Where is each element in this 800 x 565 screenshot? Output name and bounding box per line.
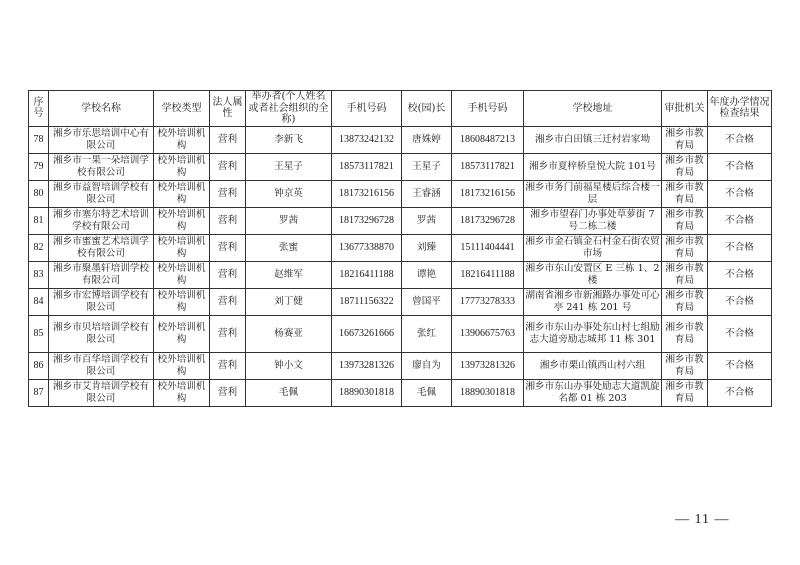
cell-principal: 廖自为 [402,352,452,379]
header-sponsor: 举办者(个人姓名或者社会组织的全称) [246,91,332,127]
header-inspection-result: 年度办学情况检查结果 [708,91,772,127]
cell-principal: 毛佩 [402,379,452,406]
cell-inspection-result: 不合格 [708,234,772,261]
cell-sponsor: 王星子 [246,153,332,180]
cell-sponsor: 李新飞 [246,126,332,153]
cell-school-type: 校外培训机构 [154,352,210,379]
header-principal-phone: 手机号码 [452,91,524,127]
cell-sponsor-phone: 18890301818 [332,379,402,406]
header-school-type: 学校类型 [154,91,210,127]
cell-school-type: 校外培训机构 [154,379,210,406]
cell-address: 湘乡市夏梓桥皇悦大院 101号 [524,153,662,180]
cell-school-type: 校外培训机构 [154,234,210,261]
cell-approval-authority: 湘乡市教育局 [662,207,708,234]
cell-sponsor-phone: 18173216156 [332,180,402,207]
cell-address: 湘乡市务门前福星楼后综合楼一层 [524,180,662,207]
cell-legal-attribute: 营利 [210,315,246,352]
school-inspection-table [28,90,772,407]
cell-index: 78 [29,126,49,153]
cell-principal-phone: 18608487213 [452,126,524,153]
cell-inspection-result: 不合格 [708,288,772,315]
cell-approval-authority: 湘乡市教育局 [662,352,708,379]
cell-inspection-result: 不合格 [708,379,772,406]
cell-index: 84 [29,288,49,315]
cell-sponsor: 杨赛亚 [246,315,332,352]
cell-sponsor: 钟小文 [246,352,332,379]
cell-principal-phone: 18890301818 [452,379,524,406]
cell-school-name: 湘乡市蜜蜜艺术培训学校有限公司 [49,234,154,261]
cell-sponsor-phone: 18216411188 [332,261,402,288]
cell-inspection-result: 不合格 [708,180,772,207]
cell-inspection-result: 不合格 [708,315,772,352]
cell-principal: 张红 [402,315,452,352]
cell-principal-phone: 18173216156 [452,180,524,207]
cell-school-type: 校外培训机构 [154,153,210,180]
table-row [29,261,772,288]
cell-principal: 谭艳 [402,261,452,288]
cell-school-name: 湘乡市艾肯培训学校有限公司 [49,379,154,406]
header-legal-attribute: 法人属性 [210,91,246,127]
cell-legal-attribute: 营利 [210,234,246,261]
cell-sponsor-phone: 13677338870 [332,234,402,261]
cell-school-name: 湘乡市贝培培训学校有限公司 [49,315,154,352]
cell-sponsor: 毛佩 [246,379,332,406]
table-row [29,180,772,207]
cell-legal-attribute: 营利 [210,126,246,153]
header-school-name: 学校名称 [49,91,154,127]
header-index: 序号 [29,91,49,127]
cell-address: 湘乡市东山办事处励志大道凯旋名都 01 栋 203 [524,379,662,406]
cell-approval-authority: 湘乡市教育局 [662,379,708,406]
cell-approval-authority: 湘乡市教育局 [662,261,708,288]
cell-legal-attribute: 营利 [210,153,246,180]
cell-legal-attribute: 营利 [210,207,246,234]
cell-sponsor: 赵维军 [246,261,332,288]
cell-index: 81 [29,207,49,234]
cell-sponsor: 钟京英 [246,180,332,207]
cell-sponsor: 罗茜 [246,207,332,234]
cell-principal-phone: 18216411188 [452,261,524,288]
table-body [29,126,772,406]
cell-sponsor-phone: 18711156322 [332,288,402,315]
cell-sponsor: 张蜜 [246,234,332,261]
cell-inspection-result: 不合格 [708,126,772,153]
cell-legal-attribute: 营利 [210,180,246,207]
cell-school-name: 湘乡市宏博培训学校有限公司 [49,288,154,315]
cell-school-name: 湘乡市百华培训学校有限公司 [49,352,154,379]
cell-address: 湘乡市白田镇三迁村岩家坳 [524,126,662,153]
cell-address: 湘乡市金石镇金石村金石街农贸市场 [524,234,662,261]
cell-address: 湘乡市望春门办事处草萝街 7 号二栋二楼 [524,207,662,234]
cell-school-name: 湘乡市一果一朵培训学校有限公司 [49,153,154,180]
cell-index: 85 [29,315,49,352]
table-row [29,153,772,180]
cell-legal-attribute: 营利 [210,352,246,379]
cell-school-type: 校外培训机构 [154,207,210,234]
cell-address: 湘乡市栗山镇西山村六组 [524,352,662,379]
cell-school-type: 校外培训机构 [154,261,210,288]
cell-principal-phone: 18173296728 [452,207,524,234]
cell-principal-phone: 18573117821 [452,153,524,180]
cell-sponsor-phone: 13873242132 [332,126,402,153]
cell-index: 87 [29,379,49,406]
cell-address: 湘乡市东山办事处东山村七组励志大道旁励志城邦 11 栋 301 [524,315,662,352]
cell-legal-attribute: 营利 [210,261,246,288]
header-sponsor-phone: 手机号码 [332,91,402,127]
cell-school-name: 湘乡市乐思培训中心有限公司 [49,126,154,153]
cell-school-type: 校外培训机构 [154,315,210,352]
cell-principal-phone: 13906675763 [452,315,524,352]
cell-index: 80 [29,180,49,207]
cell-principal-phone: 17773278333 [452,288,524,315]
cell-approval-authority: 湘乡市教育局 [662,153,708,180]
table-row [29,379,772,406]
header-approval-authority: 审批机关 [662,91,708,127]
cell-sponsor-phone: 18173296728 [332,207,402,234]
cell-address: 湖南省湘乡市新湘路办事处可心亭 241 栋 201 号 [524,288,662,315]
header-address: 学校地址 [524,91,662,127]
table-row [29,207,772,234]
cell-approval-authority: 湘乡市教育局 [662,288,708,315]
cell-inspection-result: 不合格 [708,153,772,180]
cell-inspection-result: 不合格 [708,207,772,234]
cell-principal: 刘臻 [402,234,452,261]
cell-index: 83 [29,261,49,288]
table-row [29,126,772,153]
cell-approval-authority: 湘乡市教育局 [662,234,708,261]
cell-principal: 王睿涵 [402,180,452,207]
cell-principal-phone: 13973281326 [452,352,524,379]
header-principal: 校(园)长 [402,91,452,127]
cell-inspection-result: 不合格 [708,352,772,379]
table-row [29,315,772,352]
cell-sponsor-phone: 18573117821 [332,153,402,180]
cell-index: 82 [29,234,49,261]
cell-school-name: 湘乡市聚墨轩培训学校有限公司 [49,261,154,288]
cell-sponsor-phone: 13973281326 [332,352,402,379]
cell-sponsor-phone: 16673261666 [332,315,402,352]
page-number: — 11 — [675,512,730,527]
cell-approval-authority: 湘乡市教育局 [662,315,708,352]
cell-principal: 唐姝婷 [402,126,452,153]
cell-principal: 王星子 [402,153,452,180]
cell-index: 79 [29,153,49,180]
table-row [29,234,772,261]
cell-school-type: 校外培训机构 [154,180,210,207]
cell-sponsor: 刘丁健 [246,288,332,315]
cell-school-type: 校外培训机构 [154,288,210,315]
cell-inspection-result: 不合格 [708,261,772,288]
cell-principal: 罗茜 [402,207,452,234]
cell-legal-attribute: 营利 [210,379,246,406]
table-header-row [29,91,772,127]
table-row [29,288,772,315]
cell-principal: 曾国平 [402,288,452,315]
cell-address: 湘乡市东山安置区 E 三栋 1、2 楼 [524,261,662,288]
cell-school-name: 湘乡市塞尔特艺术培训学校有限公司 [49,207,154,234]
cell-school-type: 校外培训机构 [154,126,210,153]
cell-approval-authority: 湘乡市教育局 [662,180,708,207]
cell-school-name: 湘乡市益智培训学校有限公司 [49,180,154,207]
cell-principal-phone: 15111404441 [452,234,524,261]
cell-index: 86 [29,352,49,379]
cell-legal-attribute: 营利 [210,288,246,315]
table-row [29,352,772,379]
cell-approval-authority: 湘乡市教育局 [662,126,708,153]
